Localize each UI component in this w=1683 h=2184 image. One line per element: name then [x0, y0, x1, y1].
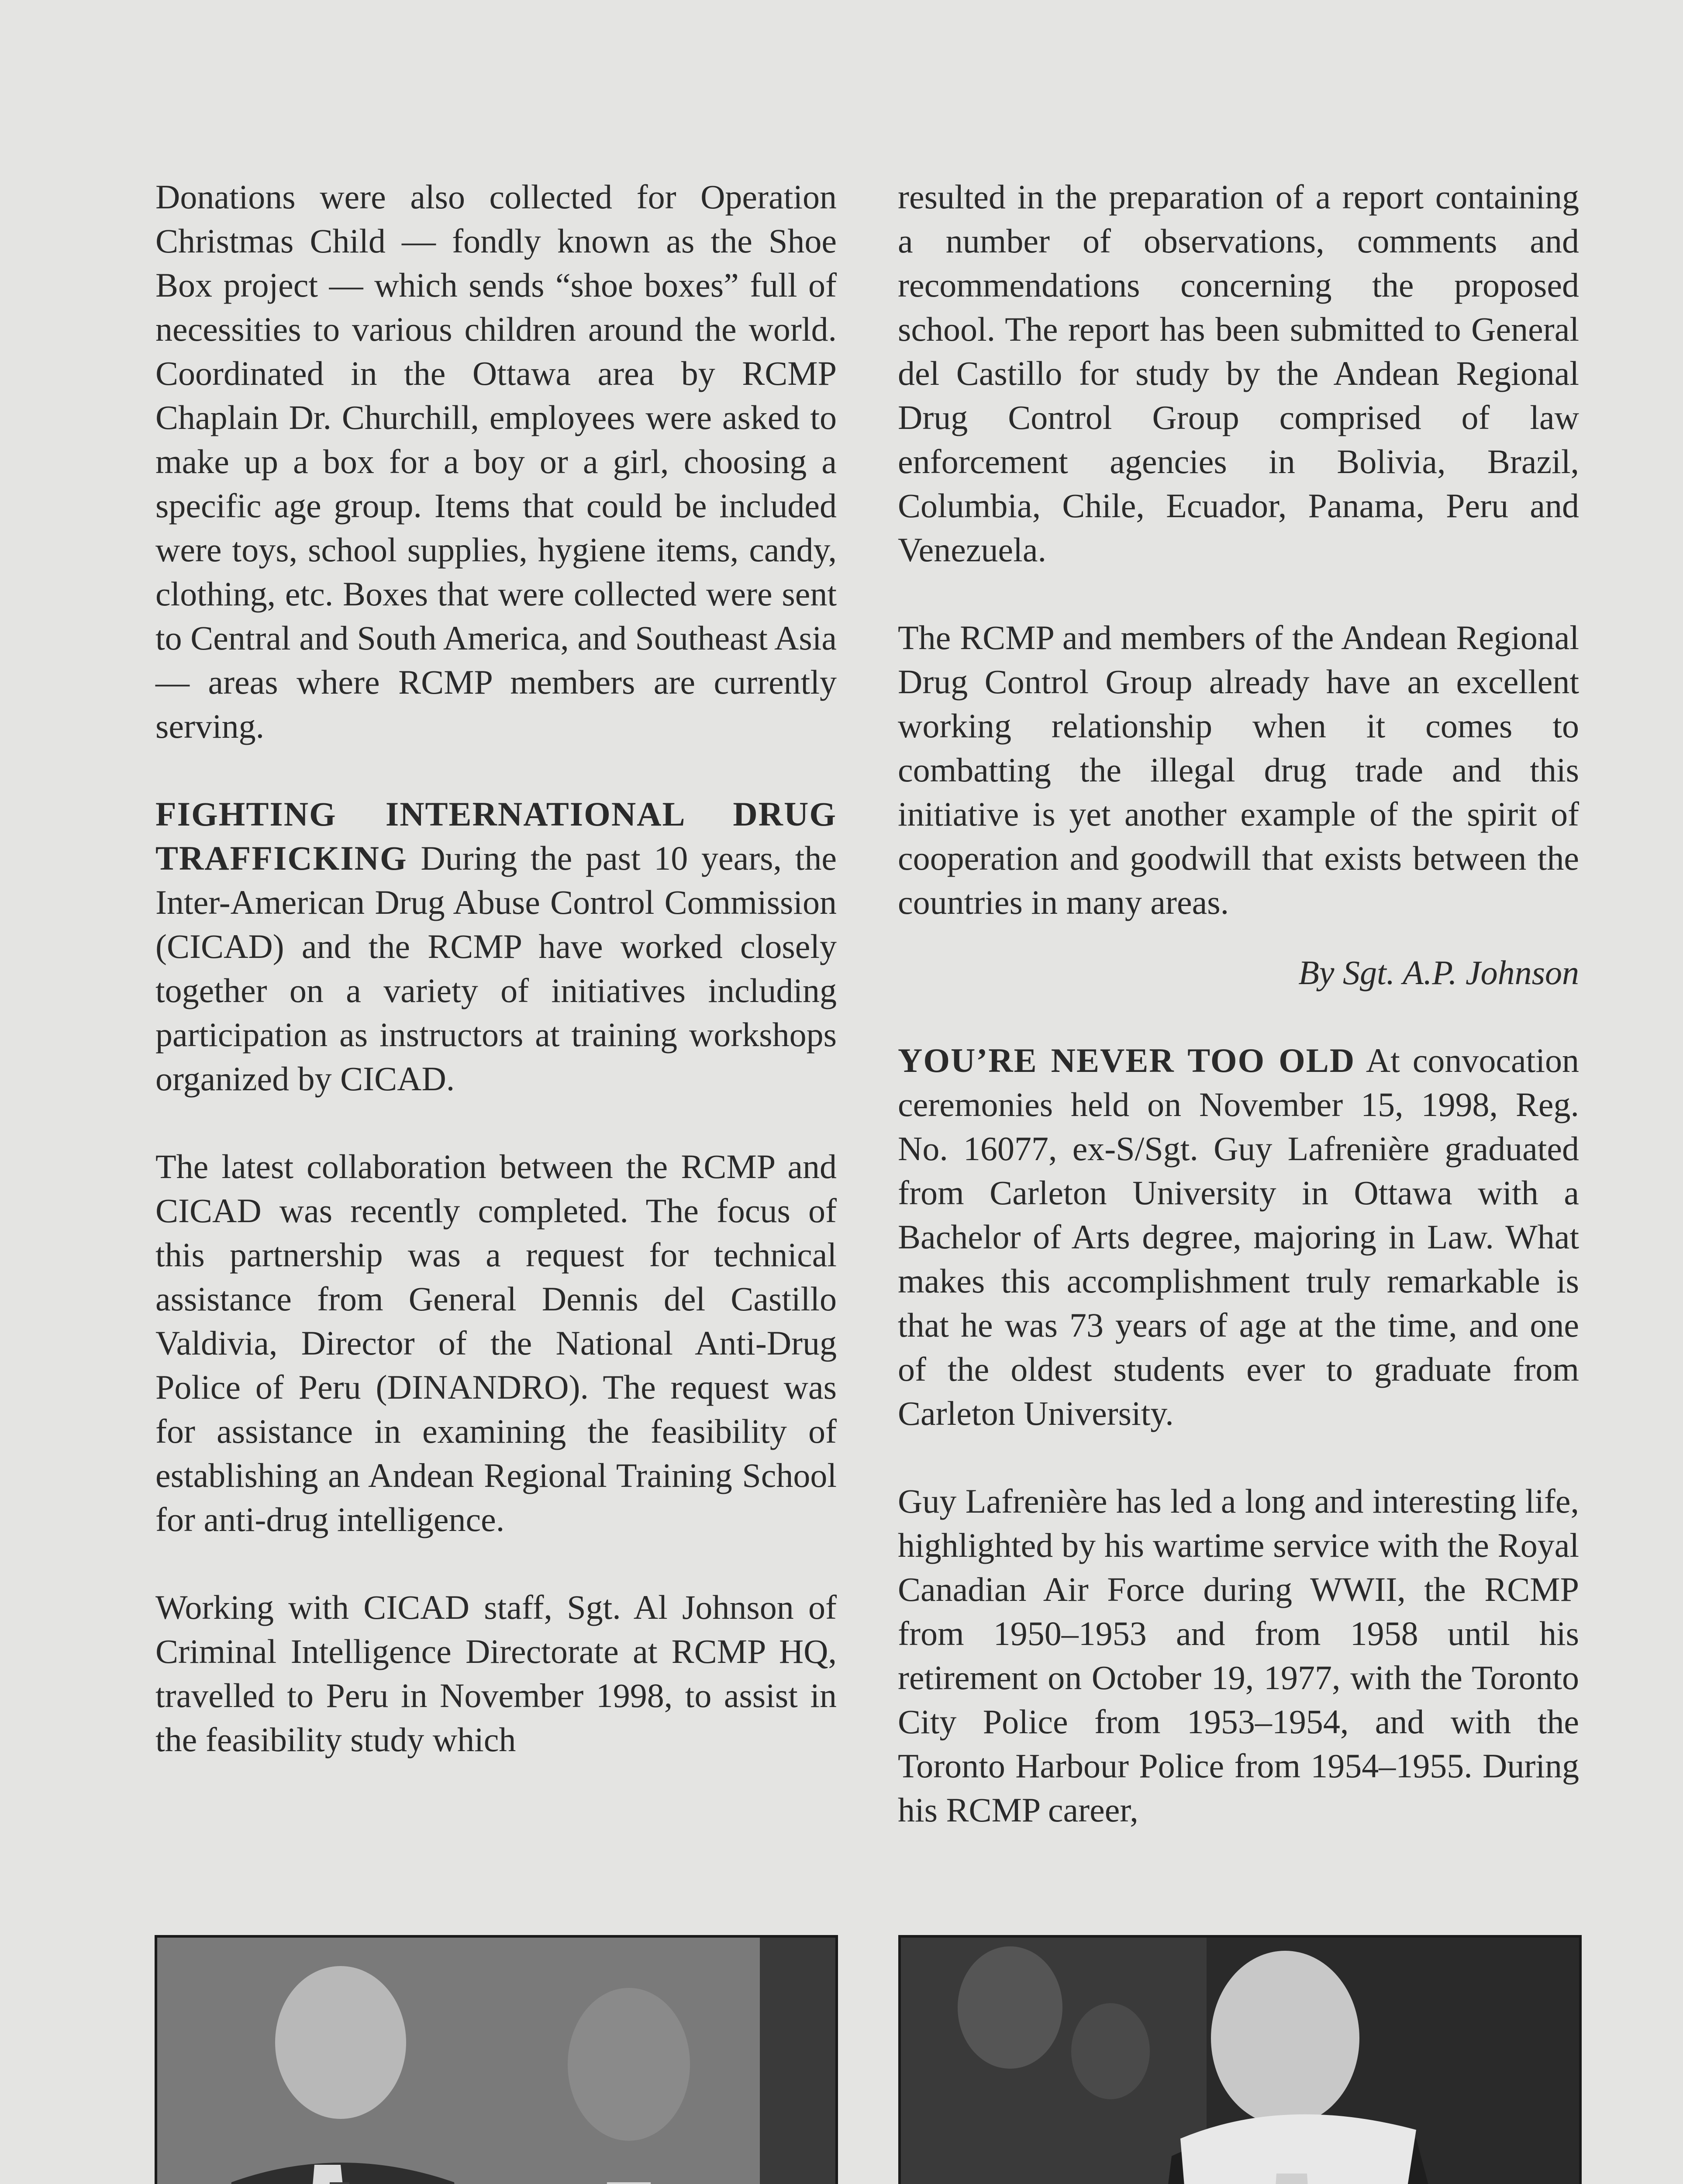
photo-guy-lafreniere [898, 1935, 1582, 2184]
photo-graduate-icon [901, 1938, 1579, 2184]
paragraph-never-too-old [898, 1038, 1579, 1435]
paragraph-drug-trafficking-text: During the past 10 years, the Inter-American Drug Abuse Control Commission (CICAD) and the RCMP have worked closely together on a variety of initiatives including participation as instructors at training workshops organized by CICAD. [155, 839, 837, 1098]
byline: By Sgt. A.P. Johnson [1298, 954, 1579, 992]
paragraph-drug-trafficking [155, 792, 837, 1101]
left-column [155, 175, 837, 1762]
photo-two-men-icon [157, 1938, 835, 2184]
heading-never-too-old: YOU’RE NEVER TOO OLD [898, 1041, 1355, 1079]
heading-drug-trafficking: FIGHTING INTERNATIONAL DRUG TRAFFICKING [155, 795, 837, 877]
paragraph-guy-life: Guy Lafrenière has led a long and interesting life, highlighted by his wartime service with the Royal Canadian Air Force during WWII, the RCMP from 1950–1953 and from 1958 until his retirement on October 19, 1977, with the Toronto City Police from 1953–1954, and with the Toronto Harbour Police from 1954–1955. During his RCMP career, [898, 1482, 1579, 1829]
paragraph-shoe-box: Donations were also collected for Operation Christmas Child — fondly known as the Shoe Box project — which sends “shoe boxes” full of necessities to various children around the world. Coordinated in the Ottawa area by RCMP Chaplain Dr. Churchill, employees were asked to make up a box for a boy or a girl, choosing a specific age group. Items that could be included were toys, school supplies, hygiene items, candy, clothing, etc. Boxes that were collected were sent to Central and South America, and Southeast Asia — areas where RCMP members are currently serving. [155, 178, 837, 745]
paragraph-relationship: The RCMP and members of the Andean Regional Drug Control Group already have an excellent working relationship when it comes to combatting the illegal drug trade and this initiative is yet another example of the spirit of cooperation and goodwill that exists between the countries in many areas. [898, 619, 1579, 921]
paragraph-never-too-old-text: At convocation ceremonies held on November 15, 1998, Reg. No. 16077, ex-S/Sgt. Guy Lafrenière graduated from Carleton University in Ottawa with a Bachelor of Arts degree, majoring in Law. What makes this accomplishment truly remarkable is that he was 73 years of age at the time, and one of the oldest students ever to graduate from Carleton University. [898, 1041, 1580, 1432]
paragraph-report: resulted in the preparation of a report containing a number of observations, comments and recommendations concerning the proposed school. The report has been submitted to General del Castillo for study by the Andean Regional Drug Control Group comprised of law enforcement agencies in Bolivia, Brazil, Columbia, Chile, Ecuador, Panama, Peru and Venezuela. [898, 178, 1579, 569]
paragraph-working-with-cicad: Working with CICAD staff, Sgt. Al Johnson of Criminal Intelligence Directorate at RCMP HQ, travelled to Peru in November 1998, to assist in the feasibility study which [155, 1588, 837, 1759]
paragraph-collaboration: The latest collaboration between the RCMP and CICAD was recently completed. The focus of this partnership was a request for technical assistance from General Dennis del Castillo Valdivia, Director of the National Anti-Drug Police of Peru (DINANDRO). The request was for assistance in examining the feasibility of establishing an Andean Regional Training School for anti-drug intelligence. [155, 1147, 837, 1538]
right-column [898, 175, 1579, 1832]
photo-johnson-del-castillo [155, 1935, 838, 2184]
